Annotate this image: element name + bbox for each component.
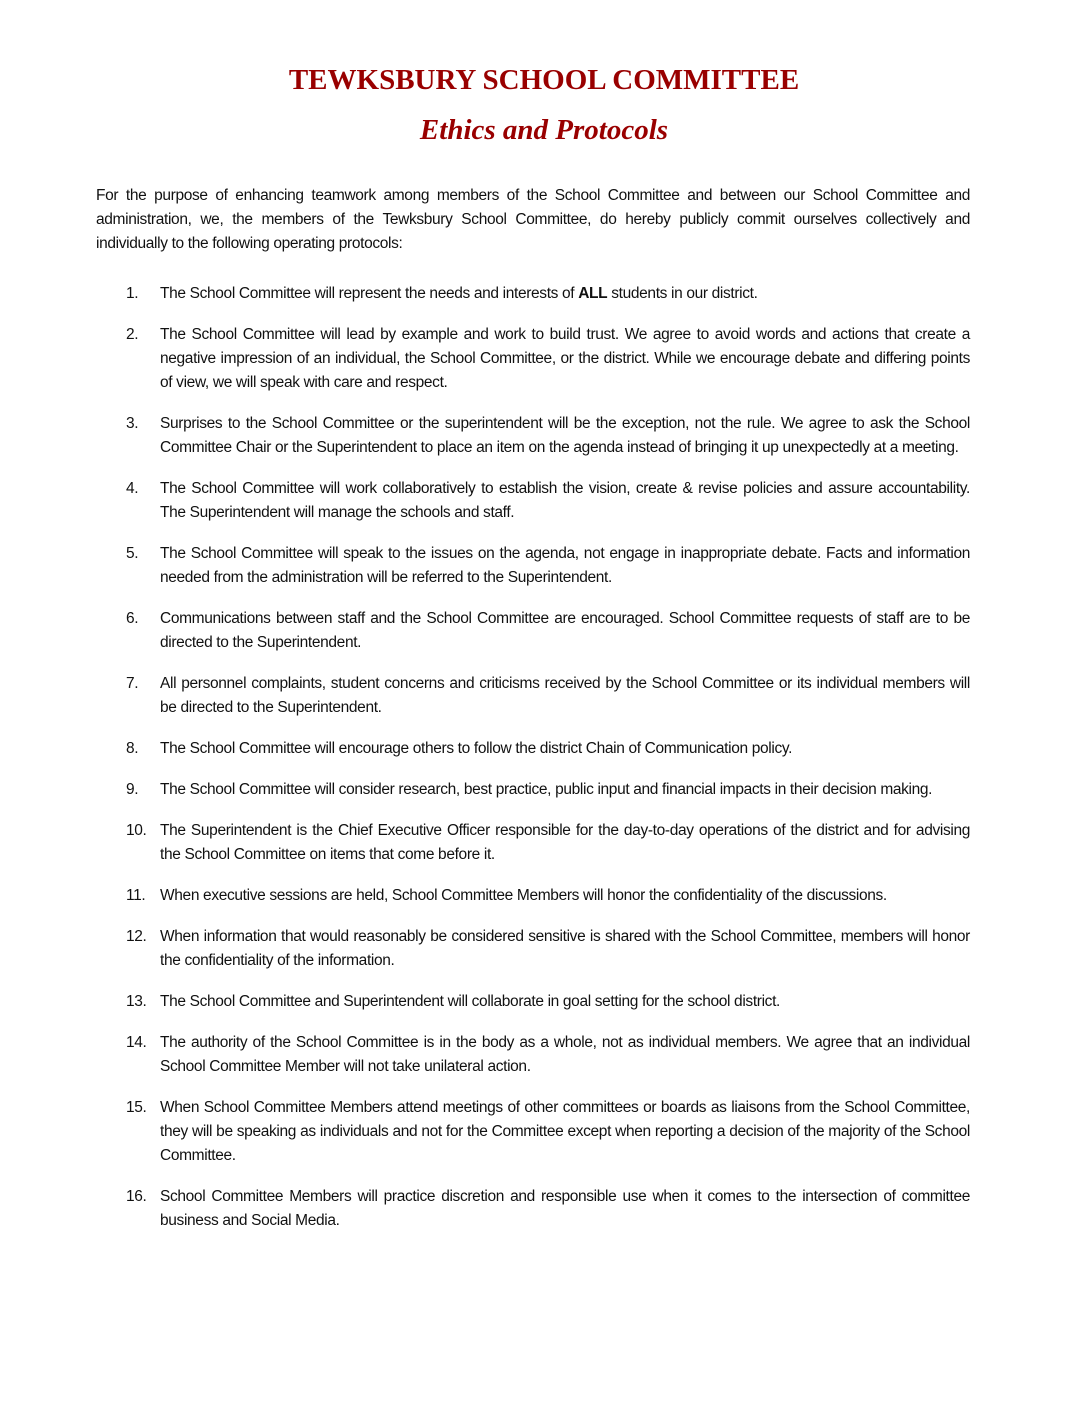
protocol-item bbox=[96, 282, 970, 306]
item-text: When executive sessions are held, School Committee Members will honor the confidentiality of the discussions. bbox=[160, 887, 887, 904]
item-number: 8. bbox=[126, 740, 139, 757]
item-text: All personnel complaints, student concerns and criticisms received by the School Committee or its individual members will be directed to the Superintendent. bbox=[160, 675, 970, 716]
item-number: 3. bbox=[126, 415, 139, 432]
item-number: 15. bbox=[126, 1099, 147, 1116]
protocol-item bbox=[96, 672, 970, 720]
protocols-list bbox=[96, 282, 970, 1250]
intro-paragraph: For the purpose of enhancing teamwork among members of the School Committee and between our School Committee and administration, we, the members of the Tewksbury School Committee, do hereby publicly commit ourselves collectively and individually to the following operating protocols: bbox=[96, 187, 970, 252]
item-number: 12. bbox=[126, 928, 147, 945]
item-number: 2. bbox=[126, 326, 139, 343]
item-text bbox=[160, 282, 970, 306]
item-number: 13. bbox=[126, 993, 147, 1010]
protocol-item bbox=[96, 990, 970, 1014]
item-text: The School Committee will consider research, best practice, public input and financial impacts in their decision making. bbox=[160, 781, 933, 798]
item-text: The School Committee will lead by example and work to build trust. We agree to avoid words and actions that create a negative impression of an individual, the School Committee, or the district. While we encourage debate and differing points of view, we will speak with care and respect. bbox=[160, 326, 970, 391]
protocol-item bbox=[96, 323, 970, 395]
item-text-end: students in our district. bbox=[607, 285, 758, 302]
protocol-item bbox=[96, 925, 970, 973]
item-text: The School Committee and Superintendent will collaborate in goal setting for the school district. bbox=[160, 993, 780, 1010]
document-subtitle: Ethics and Protocols bbox=[419, 114, 669, 146]
item-number: 4. bbox=[126, 480, 139, 497]
protocol-item bbox=[96, 1185, 970, 1233]
protocol-item bbox=[96, 1096, 970, 1168]
item-text-start: The School Committee will represent the needs and interests of bbox=[160, 285, 579, 302]
protocol-item bbox=[96, 412, 970, 460]
protocol-item bbox=[96, 477, 970, 525]
item-text: When School Committee Members attend meetings of other committees or boards as liaisons from the School Committee, they will be speaking as individuals and not for the Committee except when reporting a decision of the majority of the School Committee. bbox=[160, 1099, 970, 1164]
item-number: 16. bbox=[126, 1188, 147, 1205]
protocol-item bbox=[96, 542, 970, 590]
item-text: Surprises to the School Committee or the superintendent will be the exception, not the rule. We agree to ask the School Committee Chair or the Superintendent to place an item on the agenda instead of bringing it up unexpectedly at a meeting. bbox=[160, 415, 970, 456]
item-text: School Committee Members will practice discretion and responsible use when it comes to the intersection of committee business and Social Media. bbox=[160, 1188, 970, 1229]
item-text: When information that would reasonably be considered sensitive is shared with the School Committee, members will honor the confidentiality of the information. bbox=[160, 928, 970, 969]
item-text: The authority of the School Committee is in the body as a whole, not as individual members. We agree that an individual School Committee Member will not take unilateral action. bbox=[160, 1034, 970, 1075]
item-text: The School Committee will encourage others to follow the district Chain of Communication policy. bbox=[160, 740, 793, 757]
protocol-item bbox=[96, 737, 970, 761]
protocol-item bbox=[96, 884, 970, 908]
item-number: 1. bbox=[126, 285, 139, 302]
protocol-item bbox=[96, 778, 970, 802]
item-number: 9. bbox=[126, 781, 139, 798]
item-text: The School Committee will speak to the issues on the agenda, not engage in inappropriate debate. Facts and information needed from the administration will be referred to the Superintendent. bbox=[160, 545, 970, 586]
item-text: The School Committee will work collaboratively to establish the vision, create & revise policies and assure accountability. The Superintendent will manage the schools and staff. bbox=[160, 480, 970, 521]
item-number: 14. bbox=[126, 1034, 147, 1051]
item-number: 11. bbox=[126, 887, 146, 904]
item-number: 10. bbox=[126, 822, 147, 839]
protocol-item bbox=[96, 607, 970, 655]
item-number: 7. bbox=[126, 675, 139, 692]
item-text: Communications between staff and the School Committee are encouraged. School Committee requests of staff are to be directed to the Superintendent. bbox=[160, 610, 970, 651]
protocol-item bbox=[96, 1031, 970, 1079]
item-text-emphasis: ALL bbox=[578, 285, 608, 302]
item-number: 6. bbox=[126, 610, 139, 627]
protocol-item bbox=[96, 819, 970, 867]
item-text: The Superintendent is the Chief Executive Officer responsible for the day-to-day operations of the district and for advising the School Committee on items that come before it. bbox=[160, 822, 970, 863]
document-title: TEWKSBURY SCHOOL COMMITTEE bbox=[288, 64, 800, 96]
item-number: 5. bbox=[126, 545, 139, 562]
